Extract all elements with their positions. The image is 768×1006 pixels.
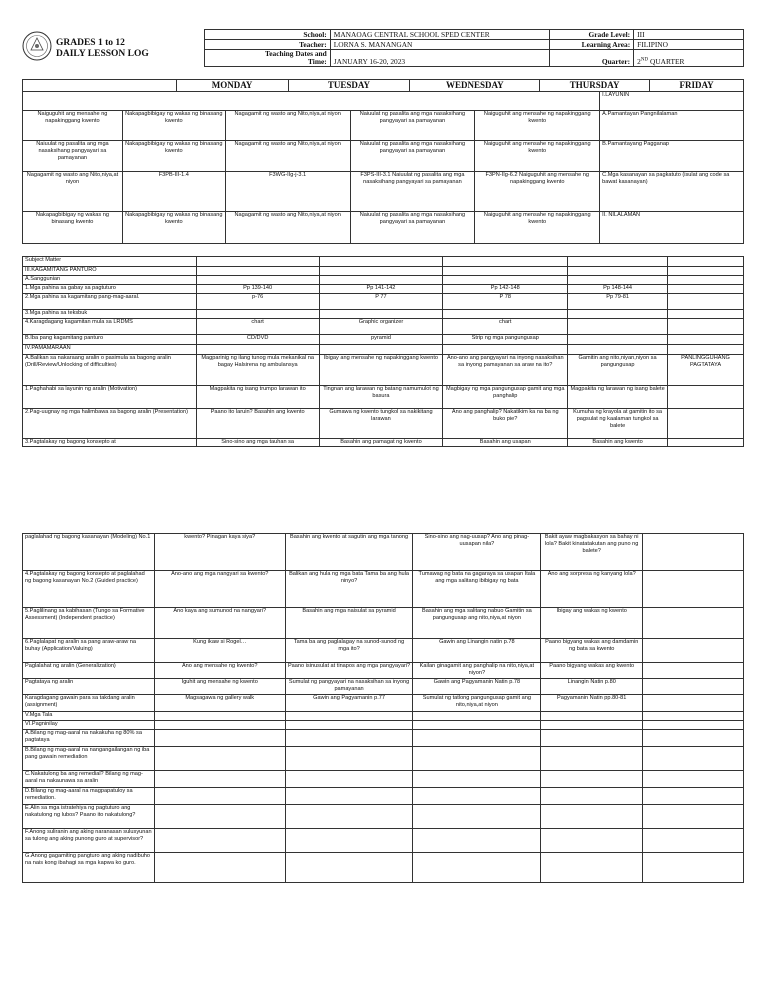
- table-cell: [196, 276, 319, 285]
- row-label: A.Sanggunian: [23, 276, 197, 285]
- table-cell: [541, 771, 643, 788]
- table-cell: [643, 534, 744, 571]
- table-cell: A.Pamantayan Pangnilalaman: [600, 111, 744, 141]
- dates-label-line2: Time:: [308, 57, 327, 66]
- table-cell: Basahin ang kwento: [568, 439, 668, 447]
- table-cell: [443, 310, 568, 319]
- title-line-1: GRADES 1 to 12: [56, 38, 125, 48]
- table-cell: II. NILALAMAN: [600, 212, 744, 244]
- table-cell: Magsagawa ng gallery walk: [154, 695, 285, 712]
- table-row: [23, 788, 744, 805]
- table-cell: P 77: [319, 294, 443, 310]
- table-row: [23, 335, 744, 345]
- teacher-label: Teacher:: [205, 40, 331, 50]
- table-row: [23, 386, 744, 409]
- table-cell: Ano-ano ang pangyayari na inyong nasaksihan sa inyong pamayanan sa araw na ito?: [443, 355, 568, 386]
- table-cell: [668, 439, 744, 447]
- table-cell: Ibigay ang mensahe ng napakinggang kwento: [319, 355, 443, 386]
- table-cell: Paano bigyang wakas ang kwento: [541, 663, 643, 679]
- table-cell: [668, 335, 744, 345]
- table-cell: C.Mga kasanayan sa pagkatuto (isulat ang code sa bawat kasanayan): [600, 172, 744, 212]
- table-cell: [154, 730, 285, 747]
- table-cell: [643, 805, 744, 829]
- table-cell: [541, 853, 643, 883]
- objectives-table: [22, 91, 744, 244]
- row-label: 5.Paglilinang sa kabihasan (Tungo sa Formative Assessment) (Independent practice): [23, 608, 155, 639]
- table-cell: [285, 853, 413, 883]
- row-label: B.Bilang ng mag-aaral na nangangailangan ng iba pang gawain remediation: [23, 747, 155, 771]
- table-cell: [541, 829, 643, 853]
- table-cell: [668, 257, 744, 267]
- table-cell: Ano-ano ang mga nangyari sa kwento?: [154, 571, 285, 608]
- table-cell: F3WG-IIg-j-3.1: [225, 172, 350, 212]
- table-cell: [643, 788, 744, 805]
- table-cell: F3PB-III-1.4: [122, 172, 225, 212]
- table-cell: Kung ikaw si Rogel…: [154, 639, 285, 663]
- table-cell: Magbigay ng mga pangungusap gamit ang mga panghalip: [443, 386, 568, 409]
- table-row: [23, 267, 744, 276]
- table-cell: Iguhit ang mensahe ng kwento: [154, 679, 285, 695]
- table-cell: Kailan ginagamit ang panghalip na nito,niya,at niyon?: [413, 663, 541, 679]
- table-row: [23, 771, 744, 788]
- row-label: 1.Paghahabi sa layunin ng aralin (Motivation): [23, 386, 197, 409]
- table-cell: [668, 294, 744, 310]
- table-cell: Gamitin ang nito,niyan,niyon sa pangungusap: [568, 355, 668, 386]
- table-row: [23, 439, 744, 447]
- quarter-suffix: ND: [640, 57, 649, 63]
- table-cell: Basahin ang pamagat ng kwento: [319, 439, 443, 447]
- table-cell: PANLINGGUHANG PAGTATAYA: [668, 355, 744, 386]
- table-cell: Naiuulat ng pasalita ang mga nasaksihang pangyayari sa pamayanan: [350, 141, 475, 172]
- row-label: 2.Pag-uugnay ng mga halimbawa sa bagong aralin (Presentation): [23, 409, 197, 439]
- table-cell: Ibigay ang wakas ng kwento: [541, 608, 643, 639]
- row-label: D.Bilang ng mag-aaral na magpapatuloy sa remediation.: [23, 788, 155, 805]
- table-cell: [541, 747, 643, 771]
- row-label: B.Iba pang kagamitang panturo: [23, 335, 197, 345]
- table-cell: [668, 285, 744, 294]
- table-cell: [668, 276, 744, 285]
- table-cell: [154, 853, 285, 883]
- table-cell: [319, 345, 443, 355]
- table-cell: [413, 721, 541, 730]
- procedure-table-2: [22, 533, 744, 883]
- table-cell: [319, 276, 443, 285]
- row-label: VI.Pagninilay: [23, 721, 155, 730]
- table-row: [23, 663, 744, 679]
- table-cell: [154, 829, 285, 853]
- table-cell: [443, 257, 568, 267]
- table-cell: Kumuha ng krayola at gamitin ito sa pagsulat ng kaalaman tungkol sa balete: [568, 409, 668, 439]
- table-cell: [285, 788, 413, 805]
- table-cell: [154, 721, 285, 730]
- table-row: [23, 355, 744, 386]
- table-cell: Gumawa ng kwento tungkol sa nakikitang larawan: [319, 409, 443, 439]
- table-row: [23, 294, 744, 310]
- table-cell: [643, 829, 744, 853]
- row-label: G.Anong gagamiting pangturo ang aking nadibuho na nais kong ibahagi sa mga kapwa ko guro.: [23, 853, 155, 883]
- table-cell: Pp 148-144: [568, 285, 668, 294]
- table-cell: [443, 267, 568, 276]
- table-cell: p-76: [196, 294, 319, 310]
- table-cell: [196, 310, 319, 319]
- table-cell: [643, 747, 744, 771]
- table-cell: [413, 747, 541, 771]
- table-cell: Naiguguhit ang mensahe ng napakinggang kwento: [475, 111, 600, 141]
- row-label: 6.Paglalapat ng aralin sa pang araw-araw na buhay (Application/Valuing): [23, 639, 155, 663]
- table-cell: Nakapagbibigay ng wakas ng binasang kwento: [122, 111, 225, 141]
- table-cell: [154, 788, 285, 805]
- table-cell: [541, 788, 643, 805]
- table-cell: Ano kaya ang sumunod na nangyari?: [154, 608, 285, 639]
- table-cell: Ano ang panghalip? Nakatikim ka na ba ng buko pie?: [443, 409, 568, 439]
- table-cell: [413, 853, 541, 883]
- table-cell: [541, 721, 643, 730]
- table-cell: [285, 771, 413, 788]
- table-cell: [154, 805, 285, 829]
- quarter-label: Quarter:: [550, 50, 634, 67]
- row-label: A.Bilang ng mag-aaral na nakakuha ng 80% sa pagtataya: [23, 730, 155, 747]
- table-cell: [319, 310, 443, 319]
- dll-header: [22, 29, 744, 73]
- table-cell: [568, 319, 668, 335]
- teacher-value: LORNA S. MANANGAN: [330, 40, 550, 50]
- table-cell: [643, 663, 744, 679]
- table-row: [23, 679, 744, 695]
- table-cell: [643, 571, 744, 608]
- table-cell: Tumawag ng bata na gagaraya sa usapan Itala ang mga salitang ibibigay ng bata: [413, 571, 541, 608]
- quarter-number: 2: [637, 57, 641, 66]
- table-cell: Magparinig ng ilang tunog mula mekanikal na bagay Halsirena ng ambulansya: [196, 355, 319, 386]
- table-cell: Nagagamit ng wasto ang Nito,niya,at niyon: [225, 212, 350, 244]
- table-row: [23, 639, 744, 663]
- table-row: [23, 409, 744, 439]
- table-cell: Naiguguhit ang mensahe ng napakinggang kwento: [23, 111, 123, 141]
- table-cell: Paano bigyang wakas ang damdamin ng bata sa kwento: [541, 639, 643, 663]
- table-cell: [668, 345, 744, 355]
- row-label: Karagdagang gawain para sa takdang aralin (assignment): [23, 695, 155, 712]
- quarter-word: QUARTER: [648, 57, 685, 66]
- table-cell: [285, 829, 413, 853]
- table-cell: [196, 257, 319, 267]
- procedure-table-1: [22, 256, 744, 447]
- dates-value: JANUARY 16-20, 2023: [330, 50, 550, 67]
- header-info-table: [204, 29, 744, 67]
- table-cell: Pagyamanin Natin pp.80-81: [541, 695, 643, 712]
- table-row: [23, 310, 744, 319]
- table-cell: Sumulat ng tatlong pangungusap gamit ang nito,niya,at niyon: [413, 695, 541, 712]
- table-cell: [668, 409, 744, 439]
- table-cell: Naiguguhit ang mensahe ng napakinggang kwento: [475, 141, 600, 172]
- table-cell: Sino-sino ang nag-uusap? Ano ang pinag-uusapan nila?: [413, 534, 541, 571]
- table-cell: Basahin ang mga naisulat sa pyramid: [285, 608, 413, 639]
- grade-label: Grade Level:: [550, 30, 634, 40]
- row-label: F.Anong suliranin ang aking naranasan sulusyunan sa tulong ang aking punong guro at supervisor?: [23, 829, 155, 853]
- table-cell: chart: [443, 319, 568, 335]
- row-label: 2.Mga pahina sa kagamitang pang-mag-aaral.: [23, 294, 197, 310]
- table-cell: Naiuulat ng pasalita ang mga nasaksihang pangyayari sa pamayanan: [23, 141, 123, 172]
- table-row: [23, 276, 744, 285]
- table-row: [23, 345, 744, 355]
- table-cell: [285, 805, 413, 829]
- grade-value: III: [634, 30, 744, 40]
- row-label: 1.Mga pahina sa gabay sa pagtuturo: [23, 285, 197, 294]
- table-cell: [568, 257, 668, 267]
- table-cell: [541, 730, 643, 747]
- table-cell: [568, 310, 668, 319]
- table-cell: Ano ang mensahe ng kwento?: [154, 663, 285, 679]
- table-cell: [285, 721, 413, 730]
- table-cell: F3PN-IIg-6.2 Naiguguhit ang mensahe ng napakinggang kwento: [475, 172, 600, 212]
- table-cell: [319, 267, 443, 276]
- table-cell: [443, 276, 568, 285]
- table-cell: Nagagamit ng wasto ang Nito,niya,at niyon: [225, 111, 350, 141]
- table-row: [23, 721, 744, 730]
- objectives-blank: [23, 92, 600, 111]
- table-cell: Basahin ang kwento at sagutin ang mga tanong: [285, 534, 413, 571]
- table-cell: Pp 142-148: [443, 285, 568, 294]
- table-cell: Balikan ang hula ng mga bata Tama ba ang hula ninyo?: [285, 571, 413, 608]
- table-cell: [154, 747, 285, 771]
- table-cell: Ano ang sorpresa ng kanyang lola?: [541, 571, 643, 608]
- table-cell: kwento? Pinagan kaya siya?: [154, 534, 285, 571]
- table-cell: [154, 712, 285, 721]
- row-label: III.KAGAMITANG PANTURO: [23, 267, 197, 276]
- table-cell: [643, 853, 744, 883]
- day-thursday: THURSDAY: [540, 80, 650, 92]
- row-label: E.Alin sa mga istratehiya ng pagtuturo ang nakatulong ng lubos? Paano ito nakatulong?: [23, 805, 155, 829]
- quarter-value: [634, 50, 744, 67]
- table-cell: CD/DVD: [196, 335, 319, 345]
- day-tuesday: TUESDAY: [288, 80, 410, 92]
- table-cell: [443, 345, 568, 355]
- table-cell: Magpakita ng isang trumpo larawan ito: [196, 386, 319, 409]
- table-cell: Nagagamit ng wasto ang Nito,niya,at niyon: [225, 141, 350, 172]
- table-cell: [643, 721, 744, 730]
- table-cell: [643, 679, 744, 695]
- table-cell: [413, 771, 541, 788]
- table-cell: Gawin ang Pagyamanin Natin p.78: [413, 679, 541, 695]
- school-label: School:: [205, 30, 331, 40]
- table-cell: [668, 386, 744, 409]
- table-cell: Strip ng mga pangungusap: [443, 335, 568, 345]
- table-cell: [154, 771, 285, 788]
- table-cell: [568, 267, 668, 276]
- table-cell: [285, 712, 413, 721]
- table-row: [23, 319, 744, 335]
- dll-title: [56, 38, 149, 60]
- dates-label-line1: Teaching Dates and: [265, 49, 327, 58]
- area-value: FILIPINO: [634, 40, 744, 50]
- days-corner: [23, 80, 177, 92]
- row-label: IV.PAMAMARAAN: [23, 345, 197, 355]
- table-cell: [285, 730, 413, 747]
- day-friday: FRIDAY: [650, 80, 744, 92]
- table-cell: Nakapagbibigay ng wakas ng binasang kwento: [23, 212, 123, 244]
- table-cell: Tama ba ang paglalagay na sunod-sunod ng mga ito?: [285, 639, 413, 663]
- table-cell: [319, 257, 443, 267]
- table-cell: Basahin ang usapan: [443, 439, 568, 447]
- table-row: [23, 571, 744, 608]
- table-cell: Gawin ang Pagyamanin p.77: [285, 695, 413, 712]
- deped-seal-icon: [22, 31, 52, 61]
- table-cell: [643, 730, 744, 747]
- table-cell: [413, 788, 541, 805]
- table-row: [23, 285, 744, 294]
- table-row: [23, 747, 744, 771]
- table-row: [23, 695, 744, 712]
- table-cell: [643, 771, 744, 788]
- school-value: MANAOAG CENTRAL SCHOOL SPED CENTER: [330, 30, 550, 40]
- row-label: 4.Pagtalakay ng bagong konsepto at paglalahad ng bagong kasanayan No.2 (Guided practice): [23, 571, 155, 608]
- table-cell: Naiguguhit ang mensahe ng napakinggang kwento: [475, 212, 600, 244]
- table-cell: [541, 805, 643, 829]
- table-cell: [413, 829, 541, 853]
- title-line-2: DAILY LESSON LOG: [56, 49, 149, 59]
- objectives-title: I.LAYUNIN: [600, 92, 744, 111]
- table-cell: Linangin Natin p.80: [541, 679, 643, 695]
- table-cell: [541, 712, 643, 721]
- table-cell: Gawin ang Linangin natin p.78: [413, 639, 541, 663]
- table-cell: Naiuulat ng pasalita ang mga nasaksihang pangyayari sa pamayanan: [350, 212, 475, 244]
- row-label: 3.Mga pahina sa teksbuk: [23, 310, 197, 319]
- day-monday: MONDAY: [176, 80, 288, 92]
- row-label: paglalahad ng bagong kasanayan (Modeling) No.1: [23, 534, 155, 571]
- area-label: Learning Area:: [550, 40, 634, 50]
- table-cell: P 78: [443, 294, 568, 310]
- table-cell: Sumulat ng pangyayari na nasaksihan sa inyong pamayanan: [285, 679, 413, 695]
- table-cell: Paano ito laruin? Basahin ang kwento: [196, 409, 319, 439]
- table-cell: [643, 608, 744, 639]
- table-cell: B.Pamantayang Pagganap: [600, 141, 744, 172]
- table-row: [23, 853, 744, 883]
- table-cell: [285, 747, 413, 771]
- table-cell: [643, 695, 744, 712]
- table-cell: [568, 276, 668, 285]
- table-row: [23, 534, 744, 571]
- table-row: [23, 608, 744, 639]
- table-cell: [668, 267, 744, 276]
- table-cell: [568, 335, 668, 345]
- day-wednesday: WEDNESDAY: [410, 80, 540, 92]
- row-label: V.Mga Tala: [23, 712, 155, 721]
- table-cell: [668, 319, 744, 335]
- table-cell: Graphic organizer: [319, 319, 443, 335]
- table-cell: [413, 730, 541, 747]
- table-cell: pyramid: [319, 335, 443, 345]
- dates-label: [205, 50, 331, 67]
- table-cell: F3PS-III-3.1 Naiuulat ng pasalita ang mga nasaksihang pangyayari sa pamayanan: [350, 172, 475, 212]
- row-label: A.Balikan sa nakaraang aralin o pasimula sa bagong aralin (Drill/Review/Unlocking of difficulties): [23, 355, 197, 386]
- table-row: [23, 829, 744, 853]
- row-label: 3.Pagtalakay ng bagong konsepto at: [23, 439, 197, 447]
- table-cell: [668, 310, 744, 319]
- table-cell: [413, 805, 541, 829]
- table-cell: Tingnan ang larawan ng batang namumulot ng basura: [319, 386, 443, 409]
- table-cell: Basahin ang mga salitang nabuo Gamitin sa pangungusap ang nito,niya,at niyon: [413, 608, 541, 639]
- table-cell: [643, 639, 744, 663]
- table-cell: [196, 345, 319, 355]
- table-cell: Bakit ayaw magbakasyon sa bahay ni lola? Bakit kinatatakutan ang puno ng balete?: [541, 534, 643, 571]
- table-cell: chart: [196, 319, 319, 335]
- table-row: [23, 712, 744, 721]
- table-row: [23, 257, 744, 267]
- table-cell: [196, 267, 319, 276]
- table-cell: Naiuulat ng pasalita ang mga nasaksihang pangyayari sa pamayanan: [350, 111, 475, 141]
- table-cell: [643, 712, 744, 721]
- table-row: [23, 730, 744, 747]
- row-label: C.Nakatulong ba ang remedial? Bilang ng mag-aaral na nakaunawa sa aralin: [23, 771, 155, 788]
- table-cell: Magpakita ng larawan ng isang balete: [568, 386, 668, 409]
- table-row: [23, 805, 744, 829]
- table-cell: [568, 345, 668, 355]
- table-cell: Nakapagbibigay ng wakas ng binasang kwento: [122, 212, 225, 244]
- table-cell: Pp 79-81: [568, 294, 668, 310]
- row-label: Pagtataya ng aralin: [23, 679, 155, 695]
- row-label: Subject Matter: [23, 257, 197, 267]
- table-cell: Sino-sino ang mga tauhan sa: [196, 439, 319, 447]
- row-label: 4.Karagdagang kagamitan mula sa LRDMS: [23, 319, 197, 335]
- table-cell: Pp 141-142: [319, 285, 443, 294]
- table-cell: Pp 139-140: [196, 285, 319, 294]
- table-cell: Paano isinusulat at tinapos ang mga pangyayari?: [285, 663, 413, 679]
- table-cell: Nakapagbibigay ng wakas ng binasang kwento: [122, 141, 225, 172]
- row-label: Paglalahat ng aralin (Generalization): [23, 663, 155, 679]
- table-cell: [413, 712, 541, 721]
- table-cell: Nagagamit ng wasto ang Nito,niya,at niyon: [23, 172, 123, 212]
